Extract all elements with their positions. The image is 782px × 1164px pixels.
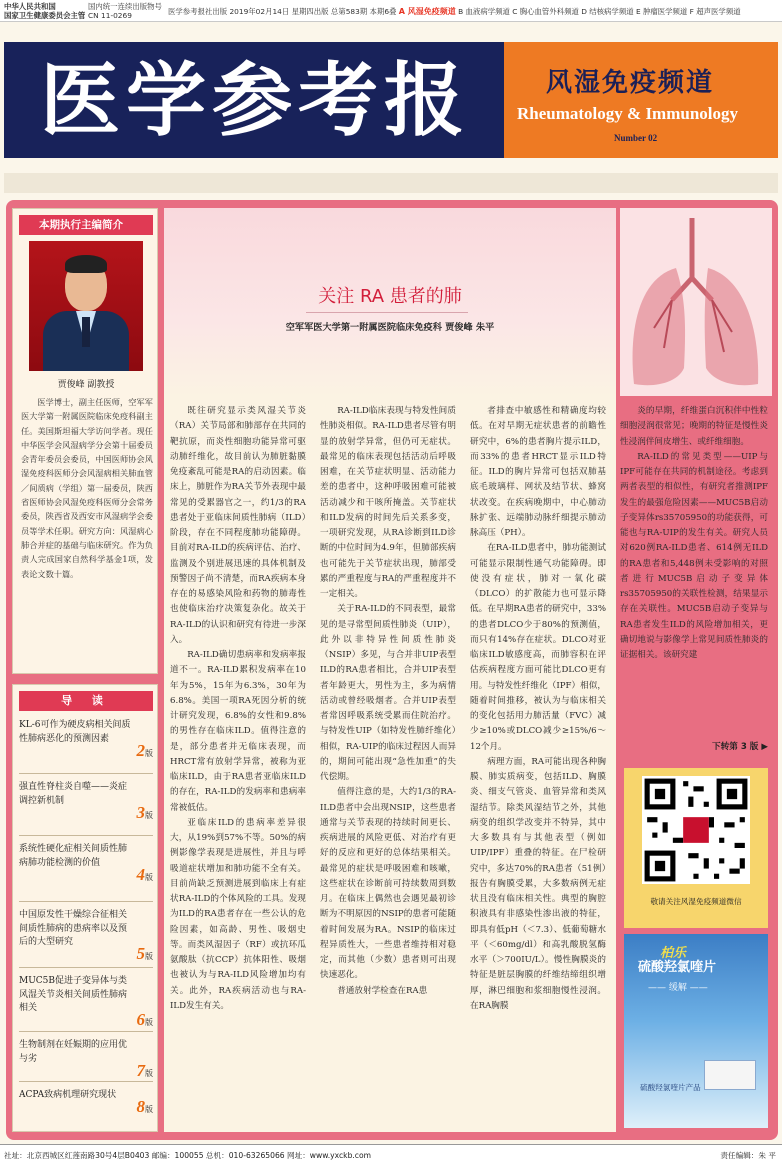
guide-item-title: KL-6可作为硬皮病相关间质性肺病恶化的预测因素	[19, 720, 131, 744]
guide-divider	[19, 1031, 153, 1032]
right-column	[620, 208, 772, 1132]
paragraph: 既往研究显示类风湿关节炎（RA）关节局部和肺部存在共同的靶抗原，而炎性细胞功能异常可驱动肺纤维化，故目前认为肺脏黏膜免疫紊乱可能是RA的启动因素。临床上，肺脏作为RA关节外表现中最常见的受累器官之一，约1/3的RA患者处于亚临床间质性肺病（ILD）阶段，存在不同程度肺功能障碍。目前对RA-ILD的疾病评估、治疗、监测及个别进展迅速的具体机制及预警因子尚不清楚，而RA疾病本身存在的易感染风险和药物的肺毒性也使临床治疗决策复杂化。故关于RA-ILD的认识和研究有待进一步深入。	[170, 406, 306, 645]
footer-address: 社址：北京西城区红莲南路30号4层B0403 邮编：100055 总机：010-63265066 网址：www.yxckb.com	[4, 1151, 372, 1160]
guide-item[interactable]	[19, 909, 155, 963]
top-info-strip	[0, 0, 782, 22]
guide-item[interactable]	[19, 1039, 155, 1080]
paragraph: 值得注意的是，大约1/3的RA-ILD患者中会出现NSIP，这些患者通常与关节表现的持续时间更长、疾病进展的风险更低、对治疗有更好的反应和更好的总体结果相关。最常见的症状是呼吸困难和咳嗽，这些症状在诊断前可持续数周到数月。在临床上偶然也会遇见最初诊断为不明原因的NSIP的患者可能随着时间发展为RA。NSIP的临床过程异质性大，一些患者维持相对稳定，而其他（少数）患者则可出现快速恶化。	[320, 787, 456, 981]
publisher-info	[4, 2, 85, 20]
paragraph: 亚临床ILD的患病率差异很大，从19%到57%不等。50%的病例影像学表现是进展性，并且与呼吸道症状增加和肺功能不全有关。目前尚缺乏预测进展到临床上有症状RA-ILD的个体风险的工具。发现为ILD的RA患者存在一些公认的危险因素，如高龄、男性、吸烟史等。而类风湿因子（RF）或抗环瓜氨酸肽（抗CCP）抗体阳性、吸烟也被认为与RA-ILD风险增加均有关。此外，RA疾病活动也与RA-ILD发生有关。	[170, 817, 306, 1011]
drug-advertisement[interactable]	[624, 934, 768, 1128]
cn-line-2: CN 11-0269	[88, 11, 132, 20]
editor-intro-box	[12, 208, 158, 674]
paragraph: 者排查中敏感性和精确度均较低。在对早期无症状患者的前瞻性研究中，6%的患者胸片提示ILD，而33%的患者HRCT显示ILD特征。ILD的胸片异常可包括双肺基底毛玻璃样、网状及结节状、蜂窝状改变。在疾病晚期中，中心肺动脉扩张、远端肺动脉纤细提示肺动脉高压（PH）。	[470, 406, 606, 538]
guide-divider	[19, 773, 153, 774]
wechat-qr-box	[624, 768, 768, 928]
guide-item-title: ACPA致病机理研究现状	[19, 1090, 117, 1100]
guide-box	[12, 684, 158, 1132]
issue-date-line: 医学参考报社出版 2019年02月14日 星期四出版 总第583期 本期6叠	[168, 7, 399, 16]
guide-item-title: 系统性硬化症相关间质性肺病肺功能检测的价值	[19, 844, 128, 868]
section-a-link[interactable]: A 风湿免疫频道	[398, 7, 456, 16]
masthead	[4, 42, 778, 158]
article-columns	[170, 404, 610, 1124]
guide-item-page: 3版	[136, 802, 153, 822]
continued-link[interactable]: 下转第 3 版 ▶	[712, 742, 768, 752]
publisher-line-2: 国家卫生健康委员会主管	[4, 11, 86, 20]
lungs-illustration	[620, 208, 772, 396]
publisher-line-1: 中华人民共和国	[4, 2, 56, 11]
channel-title-en: Rheumatology & Immunology	[517, 104, 739, 123]
photo-tie	[82, 317, 90, 347]
paragraph: RA-ILD的常见类型——UIP与IPF可能存在共同的机制途径。考虑到两者表型的相似性，有研究者推测IPF发生的最强危险因素——MUC5B启动子变异体rs35705950的功能获得，可能也与RA-UIP的发生有关。研究人员对620例RA-ILD患者、614例无ILD的RA患者和5,448例未受影响的对照者进行MUC5B启动子变异体rs35705950的关联性检测，结果显示存在关联性。MUC5B启动子变异与RA患者发生ILD的风险增加相关，更确切地说与影像学上常见间质性肺炎的证据相关。该研究建	[620, 451, 768, 660]
qr-code[interactable]	[642, 776, 750, 884]
guide-item-title: MUC5B促进子变异体与类风湿关节炎相关间质性肺病相关	[19, 976, 128, 1013]
newspaper-title: 医学参考报	[40, 53, 470, 147]
guide-divider	[19, 835, 153, 836]
guide-item-page: 6版	[136, 1010, 153, 1029]
paragraph: RA-ILD确切患病率和发病率报道不一。RA-ILD累积发病率在10年为5%，15年为6.3%，30年为6.8%。美国一项RA死因分析的统计研究发现，6.8%的女性和9.8%的男性存在临床ILD。值得注意的是，部分患者并无临床表现，而HRCT常有放射学异常，被称为亚临床ILD，由于RA患者亚临床ILD的存在，RA-ILD的发病率和患病率常被低估。	[170, 650, 306, 813]
guide-item[interactable]	[19, 719, 155, 760]
cn-line-1: 国内统一连续出版物号	[88, 2, 162, 11]
channel-title-cn: 风湿免疫频道	[546, 68, 715, 98]
photo-hair	[65, 255, 107, 273]
guide-heading: 导 读	[19, 691, 153, 711]
guide-item-title: 中国原发性干燥综合征相关间质性肺病的患病率以及预后的大型研究	[19, 910, 128, 947]
editor-photo	[29, 241, 143, 371]
editor-intro-heading: 本期执行主编简介	[19, 215, 153, 235]
editor-bio: 医学博士，副主任医师，空军军医大学第一附属医院临床免疫科副主任。美国斯坦福大学访问学者。现任中华医学会风湿病学分会第十届委员会青年委员会委员，中国医师协会风湿免疫科医师分会风湿病相关肺血管／间质病（学组）第一届委员，陕西省医师协会风湿免疫科医师分会常务委员，陕西省及西安市风湿病学会委员等学术任职。研究方向：风湿病心肺合并症的基础与临床研究。作为负责人完成国家自然科学基金1项，发表论文数十篇。	[21, 397, 153, 579]
guide-item-title: 生物制剂在妊娠期的应用优与劣	[19, 1040, 128, 1064]
issue-number: Number 02	[614, 133, 658, 143]
article-column-3	[470, 404, 606, 1014]
article-header	[164, 208, 616, 396]
left-sidebar	[12, 208, 158, 1132]
paragraph: RA-ILD临床表现与特发性间质性肺炎相似。RA-ILD患者尽管有明显的放射学异常，但仍可无症状。最常见的临床表现包括活动后呼吸困难，在关节症状明显、活动能力差的患者中，这种呼吸困难可能被活动减少和干咳所掩盖。关节症状和ILD发病的时间先后关系多变，一项研究发现，从RA诊断到ILD诊断的中位时间为4.9年，但肺部疾病也可能先于关节症状出现，肺部受累的严重程度与RA的严重程度并不一定相关。	[320, 406, 456, 599]
guide-divider	[19, 967, 153, 968]
paragraph: 普通放射学检查在RA患	[337, 985, 428, 996]
masthead-divider	[4, 173, 778, 193]
ad-logo: 柏乐	[660, 946, 687, 961]
ad-subtitle: —— 缓解 ——	[648, 983, 708, 993]
guide-item[interactable]	[19, 843, 155, 884]
guide-item-page: 8版	[136, 1097, 153, 1116]
paragraph: 病理方面，RA可能出现各种胸膜、肺实质病变，包括ILD、胸膜炎、细支气管炎、血管异常和类风湿结节。除类风湿结节之外，其他病变的组织学改变并不特异，其中大多数具有与其他表型（例如UIP/IPF）重叠的特征。在尸检研究中，多达70%的RA患者（51例）报告有胸膜受累，大多数病例无症状且没有临床相关性。典型的胸腔积液具有非感染性渗出液的特征，即具有低pH（＜7.3）、低葡萄糖水平（＜60mg/dl）和高乳酸脱氢酶水平（＞700IU/L）。慢性胸膜炎的特征是脏层胸膜的纤维结缔组织增厚，淋巴细胞和浆细胞慢性浸润。在RA胸膜	[470, 756, 606, 1011]
editor-caption: 贾俊峰 副教授	[57, 380, 115, 390]
article-column-2	[320, 404, 456, 999]
article-title: 关注 RA 患者的肺	[318, 286, 462, 307]
guide-item-page: 2版	[136, 740, 153, 760]
guide-item[interactable]	[19, 1089, 155, 1116]
main-article	[164, 208, 616, 1132]
footer-editor: 责任编辑：朱 平	[720, 1151, 776, 1160]
issue-meta	[168, 6, 741, 17]
guide-item-page: 7版	[136, 1060, 153, 1080]
guide-item-page: 4版	[136, 864, 153, 884]
guide-divider	[19, 1081, 153, 1082]
guide-item[interactable]	[19, 975, 155, 1029]
article-column-1	[170, 404, 306, 1014]
guide-item-page: 5版	[136, 944, 153, 963]
article-column-4	[620, 404, 768, 663]
page-footer	[0, 1144, 782, 1164]
guide-item[interactable]	[19, 781, 155, 822]
paragraph: 炎的早期，纤维蛋白沉积伴中性粒细胞浸润很常见；晚期的特征是慢性炎性浸润伴间皮增生、或纤维细胞。	[620, 406, 768, 447]
channel-block	[504, 42, 778, 158]
product-box-icon	[704, 1060, 756, 1090]
paragraph: 在RA-ILD患者中，肺功能测试可能显示限制性通气功能障碍。即使没有症状，肺对一氧化碳（DLCO）的扩散能力也可显示降低。在早期RA患者的研究中，33%的患者DLCO少于80%的预测值，而只有14%存在症状。DLCO对亚临床ILD敏感度高，而肺容积在评估疾病程度方面可能比DLCO更有用。与特发性纤维化（IPF）相似，随着时间推移，被认为与临床相关的变化包括用力肺活量（FVC）减少≥10%或DLCO减少≥15%/6～12个月。	[470, 543, 606, 752]
article-author: 空军军医大学第一附属医院临床免疫科 贾俊峰 朱平	[285, 322, 495, 333]
masthead-title-block	[4, 42, 504, 158]
ad-title: 硫酸羟氯喹片	[638, 960, 717, 975]
section-links[interactable]: B 血液病学频道 C 胸心血管外科频道 D 结核病学频道 E 肿瘤医学频道 F 超声医学频道	[455, 7, 741, 16]
guide-item-title: 强直性脊柱炎自噬——炎症调控新机制	[19, 782, 128, 806]
title-rule	[306, 312, 468, 313]
guide-divider	[19, 901, 153, 902]
cn-number	[88, 2, 162, 20]
ad-product-line: 硫酸羟氯喹片产品	[640, 1083, 701, 1092]
qr-caption: 敬请关注风湿免疫频道微信	[650, 897, 742, 906]
paragraph: 关于RA-ILD的不同表型，最常见的是寻常型间质性肺炎（UIP），此外以非特异性间质性肺炎（NSIP）多见，与合并非UIP表型ILD的RA患者相比，合并UIP表型者年龄更大，男性为主，多为病情活动或曾经吸烟者。合并UIP表型者常因呼吸系统受累而住院治疗。与特发性UIP（如特发性肺纤维化）相似，RA-UIP的临床过程因人而异的，期间可能出现“急性加重”的失代偿期。	[320, 604, 456, 782]
